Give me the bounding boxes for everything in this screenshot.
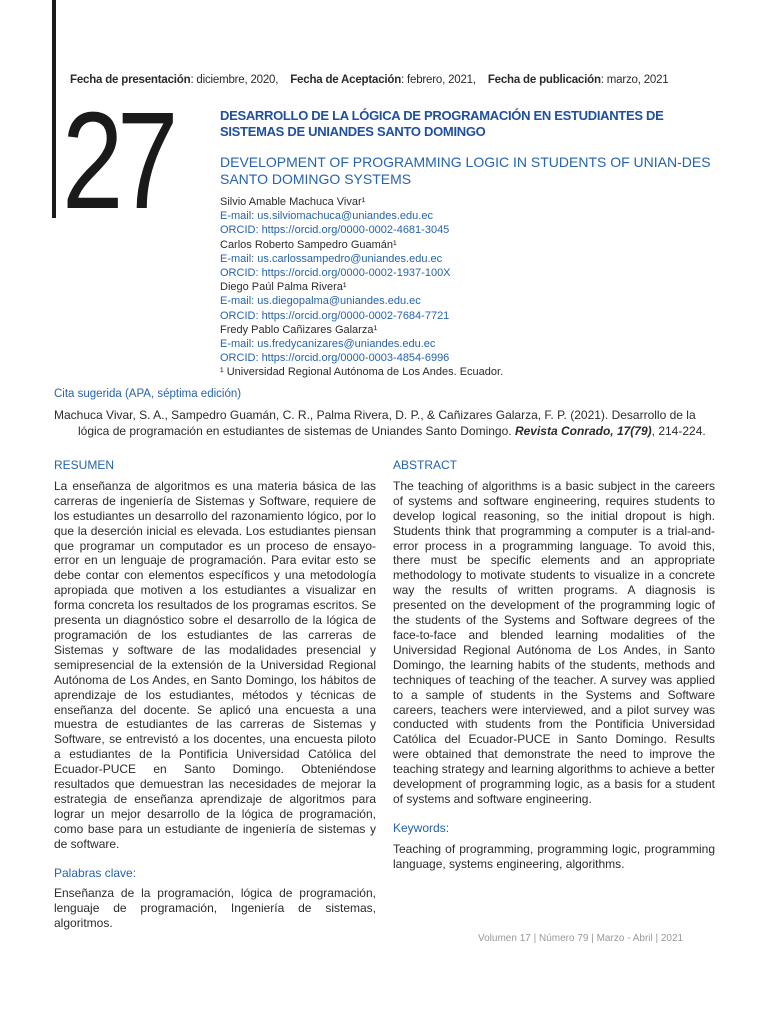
keywords-heading: Keywords:: [393, 820, 450, 835]
affiliation: ¹ Universidad Regional Autónoma de Los Andes. Ecuador.: [220, 366, 504, 379]
orcid-label: ORCID:: [220, 224, 259, 237]
author-email-link[interactable]: us.carlossampedro@uniandes.edu.ec: [257, 252, 443, 265]
date-value-publication: : marzo, 2021: [600, 74, 669, 86]
citation-journal: Revista Conrado, 17(79): [514, 424, 652, 438]
citation-heading: Cita sugerida (APA, séptima edición): [54, 388, 242, 400]
author-email-line: [220, 209, 720, 223]
palabras-clave-heading: Palabras clave:: [54, 865, 137, 880]
citation-body: [54, 407, 716, 439]
date-value-presentation: : diciembre, 2020,: [190, 74, 279, 86]
keywords-text: Teaching of programming, programming logic, programming language, systems engineering, algorithms.: [393, 841, 715, 871]
abstract-column: [393, 458, 715, 872]
header-rule: [52, 0, 56, 218]
author-email-link[interactable]: us.fredycanizares@uniandes.edu.ec: [257, 338, 436, 351]
author-name: Carlos Roberto Sampedro Guamán¹: [220, 238, 397, 251]
date-label-presentation: Fecha de presentación: [70, 74, 191, 86]
abstract-heading: ABSTRACT: [393, 458, 458, 472]
author-name: Silvio Amable Machuca Vivar¹: [220, 196, 366, 208]
date-label-publication: Fecha de publicación: [487, 74, 601, 86]
title-english: DEVELOPMENT OF PROGRAMMING LOGIC IN STUDENTS OF UNIAN-DES SANTO DOMINGO SYSTEMS: [220, 154, 711, 187]
orcid-label: ORCID:: [220, 309, 259, 322]
footer-volume-info: Volumen 17 | Número 79 | Marzo - Abril | 2021: [478, 933, 684, 944]
authors-block: [220, 195, 720, 380]
author-orcid-link[interactable]: https://orcid.org/0000-0002-7684-7721: [261, 309, 450, 322]
citation-pages: , 214-224.: [651, 424, 706, 438]
email-label: E-mail:: [220, 252, 255, 265]
author-name: Diego Paúl Palma Rivera¹: [220, 281, 347, 294]
article-number: 27: [62, 84, 172, 238]
date-label-acceptance: Fecha de Aceptación: [290, 74, 402, 86]
author-orcid-link[interactable]: https://orcid.org/0000-0003-4854-6996: [261, 352, 450, 365]
orcid-label: ORCID:: [220, 352, 259, 365]
author-orcid-line: [220, 223, 720, 237]
title-spanish: DESARROLLO DE LA LÓGICA DE PROGRAMACIÓN EN ESTUDIANTES DE SISTEMAS DE UNIANDES SANTO DOMINGO: [220, 108, 664, 139]
citation: [54, 407, 716, 439]
author-email-link[interactable]: us.silviomachuca@uniandes.edu.ec: [257, 210, 433, 223]
author-email-line: [220, 337, 720, 351]
author-orcid-line: [220, 266, 720, 280]
author-email-line: [220, 252, 720, 266]
resumen-column: [54, 458, 376, 931]
author-email-line: [220, 294, 720, 308]
email-label: E-mail:: [220, 295, 255, 308]
author-orcid-line: [220, 351, 720, 365]
author-orcid-link[interactable]: https://orcid.org/0000-0002-4681-3045: [261, 224, 450, 237]
email-label: E-mail:: [220, 210, 255, 223]
author-name: Fredy Pablo Cañizares Galarza¹: [220, 323, 378, 336]
resumen-heading: RESUMEN: [54, 458, 115, 472]
orcid-label: ORCID:: [220, 267, 259, 280]
palabras-clave-text: Enseñanza de la programación, lógica de programación, lenguaje de programación, Ingeniería de sistemas, algoritmos.: [54, 886, 376, 931]
author-orcid-link[interactable]: https://orcid.org/0000-0002-1937-100X: [261, 267, 451, 280]
date-value-acceptance: : febrero, 2021,: [401, 74, 476, 86]
author-orcid-line: [220, 309, 720, 323]
resumen-text: La enseñanza de algoritmos es una materia básica de las carreras de ingeniería de Sistemas y Software, requiere de los estudiantes un desarrollo del razonamiento lógico, por lo que la deserción inicial es elevada. Los estudiantes piensan que programar un computador es un proceso de ensayo-error en un lenguaje de programación. Para evitar esto se debe contar con elementos específicos y una metodología apropiada que motiven a los estudiantes a visualizar en forma concreta los resultados de los programas escritos. Se presenta un diagnóstico sobre el desarrollo de la lógica de programación de los estudiantes de las carreras de Sistemas y software de las modalidades presencial y semipresencial de la extensión de la Universidad Regional Autónoma de Los Andes, en Santo Domingo, los hábitos de aprendizaje de los estudiantes, métodos y técnicas de enseñanza del docente. Se aplicó una encuesta a una muestra de estudiantes de las carreras de Sistemas y Software, se entrevistó a los docentes, una encuesta piloto a estudiantes de la Pontificia Universidad Católica del Ecuador-PUCE en Santo Domingo. Obteniéndose resultados que demuestran las necesidades de mejorar la estrategia de enseñanza aprendizaje de algoritmos para lograr un mejor desarrollo de la lógica de programación, como base para un estudiante de ingeniería de sistemas y de software.: [54, 478, 376, 851]
author-email-link[interactable]: us.diegopalma@uniandes.edu.ec: [257, 295, 421, 308]
abstract-text: The teaching of algorithms is a basic subject in the careers of systems and software engineering, requires students to develop logical reasoning, so the initial dropout is high. Students think that programming a computer is a trial-and-error process in a programming language. To avoid this, there must be specific elements and an appropriate methodology to motivate students to visualize in a concrete way the results of written programs. A diagnosis is presented on the development of the programming logic of the students of the Systems and Software degrees of the face-to-face and blended learning modalities of the Universidad Regional Autónoma de Los Andes, in Santo Domingo, the learning habits of the students, methods and techniques of teaching of the teacher. A survey was applied to a sample of students in the Systems and Software careers, teachers were interviewed, and a pilot survey was conducted with students from the Pontificia Universidad Católica del Ecuador-PUCE in Santo Domingo. Results were obtained that demonstrate the need to improve the teaching strategy and learning algorithms to achieve a better development of programming logic, as a basis for a student of systems and software engineering.: [393, 478, 715, 806]
citation-text: Machuca Vivar, S. A., Sampedro Guamán, C. R., Palma Rivera, D. P., & Cañizares Galarza, F. P. (2021). Desarrollo de la lógica de programación en estudiantes de sistemas de Uniandes Santo Domingo.: [54, 408, 696, 438]
email-label: E-mail:: [220, 338, 255, 351]
